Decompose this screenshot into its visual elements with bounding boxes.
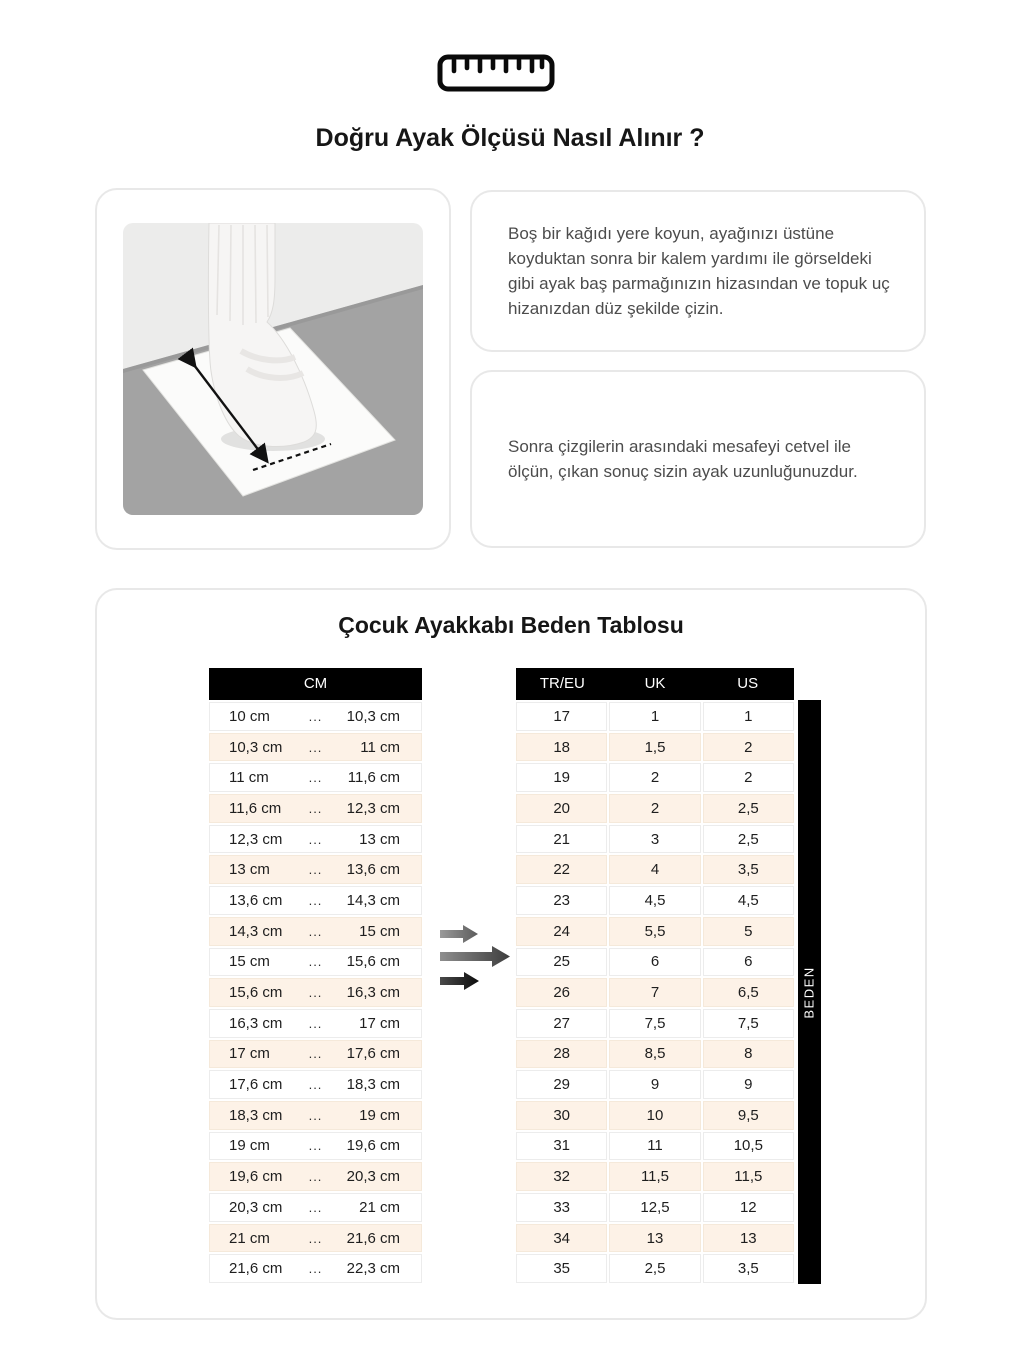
eu-cell: 8,5 [609, 1040, 700, 1069]
eu-table-row [516, 1254, 794, 1283]
cm-cell: 13,6 cm [229, 891, 283, 909]
eu-table-row [516, 1040, 794, 1069]
cm-cell: ... [308, 985, 323, 1001]
eu-cell: 32 [516, 1162, 607, 1191]
cm-cell: ... [308, 831, 323, 847]
cm-cell: 19 cm [229, 1137, 270, 1155]
cm-table [209, 668, 422, 1283]
eu-cell: 7 [609, 978, 700, 1007]
cm-cell: 15 cm [359, 922, 400, 940]
eu-cell: 8 [703, 1040, 794, 1069]
cm-table-row [209, 1162, 422, 1191]
eu-table-row [516, 948, 794, 977]
eu-table-row [516, 978, 794, 1007]
eu-cell: 6 [703, 948, 794, 977]
eu-cell: 27 [516, 1009, 607, 1038]
cm-cell: 21 cm [359, 1198, 400, 1216]
cm-table-row [209, 1193, 422, 1222]
eu-cell: 21 [516, 825, 607, 854]
eu-cell: 12,5 [609, 1193, 700, 1222]
cm-table-row [209, 702, 422, 731]
eu-cell: 2,5 [609, 1254, 700, 1283]
cm-cell: 21,6 cm [346, 1229, 400, 1247]
eu-table-body [516, 702, 794, 1283]
eu-cell: 3,5 [703, 855, 794, 884]
cm-cell: ... [308, 1230, 323, 1246]
cm-table-row [209, 948, 422, 977]
eu-header-us: US [737, 675, 759, 692]
beden-side-bar [798, 700, 821, 1284]
cm-table-row [209, 1224, 422, 1253]
cm-cell: 19,6 cm [346, 1137, 400, 1155]
eu-cell: 5,5 [609, 917, 700, 946]
size-table-title: Çocuk Ayakkabı Beden Tablosu [338, 612, 684, 638]
cm-cell: 20,3 cm [346, 1168, 400, 1186]
cm-cell: ... [308, 954, 323, 970]
cm-table-row [209, 825, 422, 854]
instruction-step-1: Boş bir kağıdı yere koyun, ayağınızı üstüne koyduktan sonra bir kalem yardımı ile görseldeki gibi ayak baş parmağınızın hizasından ve topuk uç hizanızdan düz şekilde çizin. [508, 224, 890, 318]
eu-cell: 1 [703, 702, 794, 731]
eu-cell: 19 [516, 763, 607, 792]
cm-cell: 13 cm [359, 830, 400, 848]
eu-cell: 7,5 [609, 1009, 700, 1038]
cm-cell: 10 cm [229, 707, 270, 725]
eu-cell: 3 [609, 825, 700, 854]
cm-cell: 17,6 cm [346, 1045, 400, 1063]
cm-cell: 16,3 cm [229, 1014, 283, 1032]
eu-table-row [516, 1101, 794, 1130]
eu-cell: 7,5 [703, 1009, 794, 1038]
cm-table-row [209, 886, 422, 915]
cm-cell: 17,6 cm [229, 1076, 283, 1094]
cm-cell: 11,6 cm [347, 769, 400, 787]
eu-cell: 6,5 [703, 978, 794, 1007]
cm-cell: 10,3 cm [229, 738, 283, 756]
cm-table-row [209, 1040, 422, 1069]
eu-cell: 23 [516, 886, 607, 915]
eu-cell: 1 [609, 702, 700, 731]
eu-cell: 1,5 [609, 733, 700, 762]
cm-table-row [209, 794, 422, 823]
cm-cell: 17 cm [229, 1045, 270, 1063]
cm-cell: ... [308, 739, 323, 755]
cm-cell: 14,3 cm [346, 891, 400, 909]
eu-table-row [516, 702, 794, 731]
cm-table-header: CM [209, 668, 422, 700]
eu-cell: 9,5 [703, 1101, 794, 1130]
eu-cell: 3,5 [703, 1254, 794, 1283]
cm-table-row [209, 978, 422, 1007]
eu-cell: 33 [516, 1193, 607, 1222]
cm-cell: ... [308, 708, 323, 724]
cm-cell: 11 cm [229, 769, 269, 787]
eu-cell: 11,5 [703, 1162, 794, 1191]
cm-cell: 13,6 cm [346, 861, 400, 879]
cm-table-row [209, 1070, 422, 1099]
eu-cell: 6 [609, 948, 700, 977]
cm-cell: 15 cm [229, 953, 270, 971]
eu-table-row [516, 794, 794, 823]
eu-cell: 12 [703, 1193, 794, 1222]
arrows-icon [440, 924, 515, 994]
eu-cell: 28 [516, 1040, 607, 1069]
eu-table-row [516, 733, 794, 762]
cm-cell: ... [308, 800, 323, 816]
cm-table-row [209, 855, 422, 884]
eu-cell: 13 [703, 1224, 794, 1253]
eu-cell: 5 [703, 917, 794, 946]
eu-cell: 29 [516, 1070, 607, 1099]
foot-measurement-photo [123, 223, 423, 515]
cm-cell: 18,3 cm [229, 1106, 283, 1124]
cm-table-row [209, 1009, 422, 1038]
eu-cell: 34 [516, 1224, 607, 1253]
instruction-card-2 [470, 370, 926, 548]
cm-cell: 17 cm [359, 1014, 400, 1032]
eu-table-row [516, 763, 794, 792]
eu-cell: 35 [516, 1254, 607, 1283]
eu-table-row [516, 1009, 794, 1038]
eu-cell: 11 [609, 1132, 700, 1161]
eu-cell: 2,5 [703, 794, 794, 823]
cm-cell: 15,6 cm [346, 953, 400, 971]
eu-table-row [516, 855, 794, 884]
cm-cell: ... [308, 1077, 323, 1093]
cm-cell: ... [308, 1107, 323, 1123]
eu-cell: 9 [703, 1070, 794, 1099]
eu-table [516, 668, 794, 1283]
instruction-card-1 [470, 190, 926, 352]
cm-cell: ... [308, 1261, 323, 1277]
eu-table-header [516, 668, 794, 700]
eu-cell: 10 [609, 1101, 700, 1130]
ruler-icon [437, 53, 555, 93]
cm-cell: ... [308, 1046, 323, 1062]
cm-cell: 18,3 cm [346, 1076, 400, 1094]
size-table-card [95, 588, 927, 1320]
eu-table-row [516, 1224, 794, 1253]
eu-table-row [516, 1193, 794, 1222]
eu-cell: 25 [516, 948, 607, 977]
cm-table-row [209, 1132, 422, 1161]
eu-cell: 2 [609, 794, 700, 823]
eu-cell: 2 [703, 733, 794, 762]
cm-cell: ... [308, 923, 323, 939]
cm-cell: 12,3 cm [346, 799, 400, 817]
eu-table-row [516, 1132, 794, 1161]
eu-table-row [516, 1162, 794, 1191]
cm-cell: 12,3 cm [229, 830, 283, 848]
cm-cell: 22,3 cm [346, 1260, 400, 1278]
eu-cell: 2,5 [703, 825, 794, 854]
eu-header-treu: TR/EU [539, 675, 585, 692]
cm-cell: ... [308, 1169, 323, 1185]
instruction-step-2: Sonra çizgilerin arasındaki mesafeyi cetvel ile ölçün, çıkan sonuç sizin ayak uzunluğunuzdur. [508, 437, 858, 481]
cm-cell: 14,3 cm [229, 922, 283, 940]
cm-cell: 11 cm [360, 738, 400, 756]
foot-photo-card [95, 188, 451, 550]
cm-cell: 16,3 cm [346, 984, 400, 1002]
eu-table-row [516, 886, 794, 915]
cm-cell: ... [308, 770, 323, 786]
eu-cell: 2 [703, 763, 794, 792]
cm-table-row [209, 733, 422, 762]
eu-cell: 30 [516, 1101, 607, 1130]
eu-cell: 18 [516, 733, 607, 762]
cm-cell: 20,3 cm [229, 1198, 283, 1216]
eu-cell: 4 [609, 855, 700, 884]
cm-cell: 21 cm [229, 1229, 270, 1247]
cm-table-row [209, 763, 422, 792]
cm-cell: 13 cm [229, 861, 270, 879]
eu-cell: 17 [516, 702, 607, 731]
cm-cell: 10,3 cm [346, 707, 400, 725]
eu-cell: 31 [516, 1132, 607, 1161]
cm-cell: ... [308, 892, 323, 908]
cm-cell: 19 cm [359, 1106, 400, 1124]
eu-cell: 11,5 [609, 1162, 700, 1191]
cm-cell: 15,6 cm [229, 984, 283, 1002]
cm-table-row [209, 1254, 422, 1283]
eu-cell: 9 [609, 1070, 700, 1099]
cm-cell: 11,6 cm [229, 799, 282, 817]
eu-cell: 2 [609, 763, 700, 792]
cm-table-row [209, 917, 422, 946]
cm-cell: ... [308, 862, 323, 878]
eu-table-row [516, 1070, 794, 1099]
page-title: Doğru Ayak Ölçüsü Nasıl Alınır ? [315, 124, 705, 152]
eu-cell: 13 [609, 1224, 700, 1253]
eu-cell: 26 [516, 978, 607, 1007]
cm-cell: ... [308, 1015, 323, 1031]
cm-table-row [209, 1101, 422, 1130]
eu-table-row [516, 917, 794, 946]
cm-table-body [209, 702, 422, 1283]
eu-cell: 4,5 [609, 886, 700, 915]
cm-cell: 21,6 cm [229, 1260, 283, 1278]
beden-label: BEDEN [802, 965, 818, 1019]
cm-cell: ... [308, 1138, 323, 1154]
eu-cell: 22 [516, 855, 607, 884]
eu-cell: 4,5 [703, 886, 794, 915]
eu-cell: 24 [516, 917, 607, 946]
cm-cell: ... [308, 1199, 323, 1215]
cm-cell: 19,6 cm [229, 1168, 283, 1186]
eu-header-uk: UK [644, 675, 666, 692]
eu-table-row [516, 825, 794, 854]
eu-cell: 20 [516, 794, 607, 823]
eu-cell: 10,5 [703, 1132, 794, 1161]
